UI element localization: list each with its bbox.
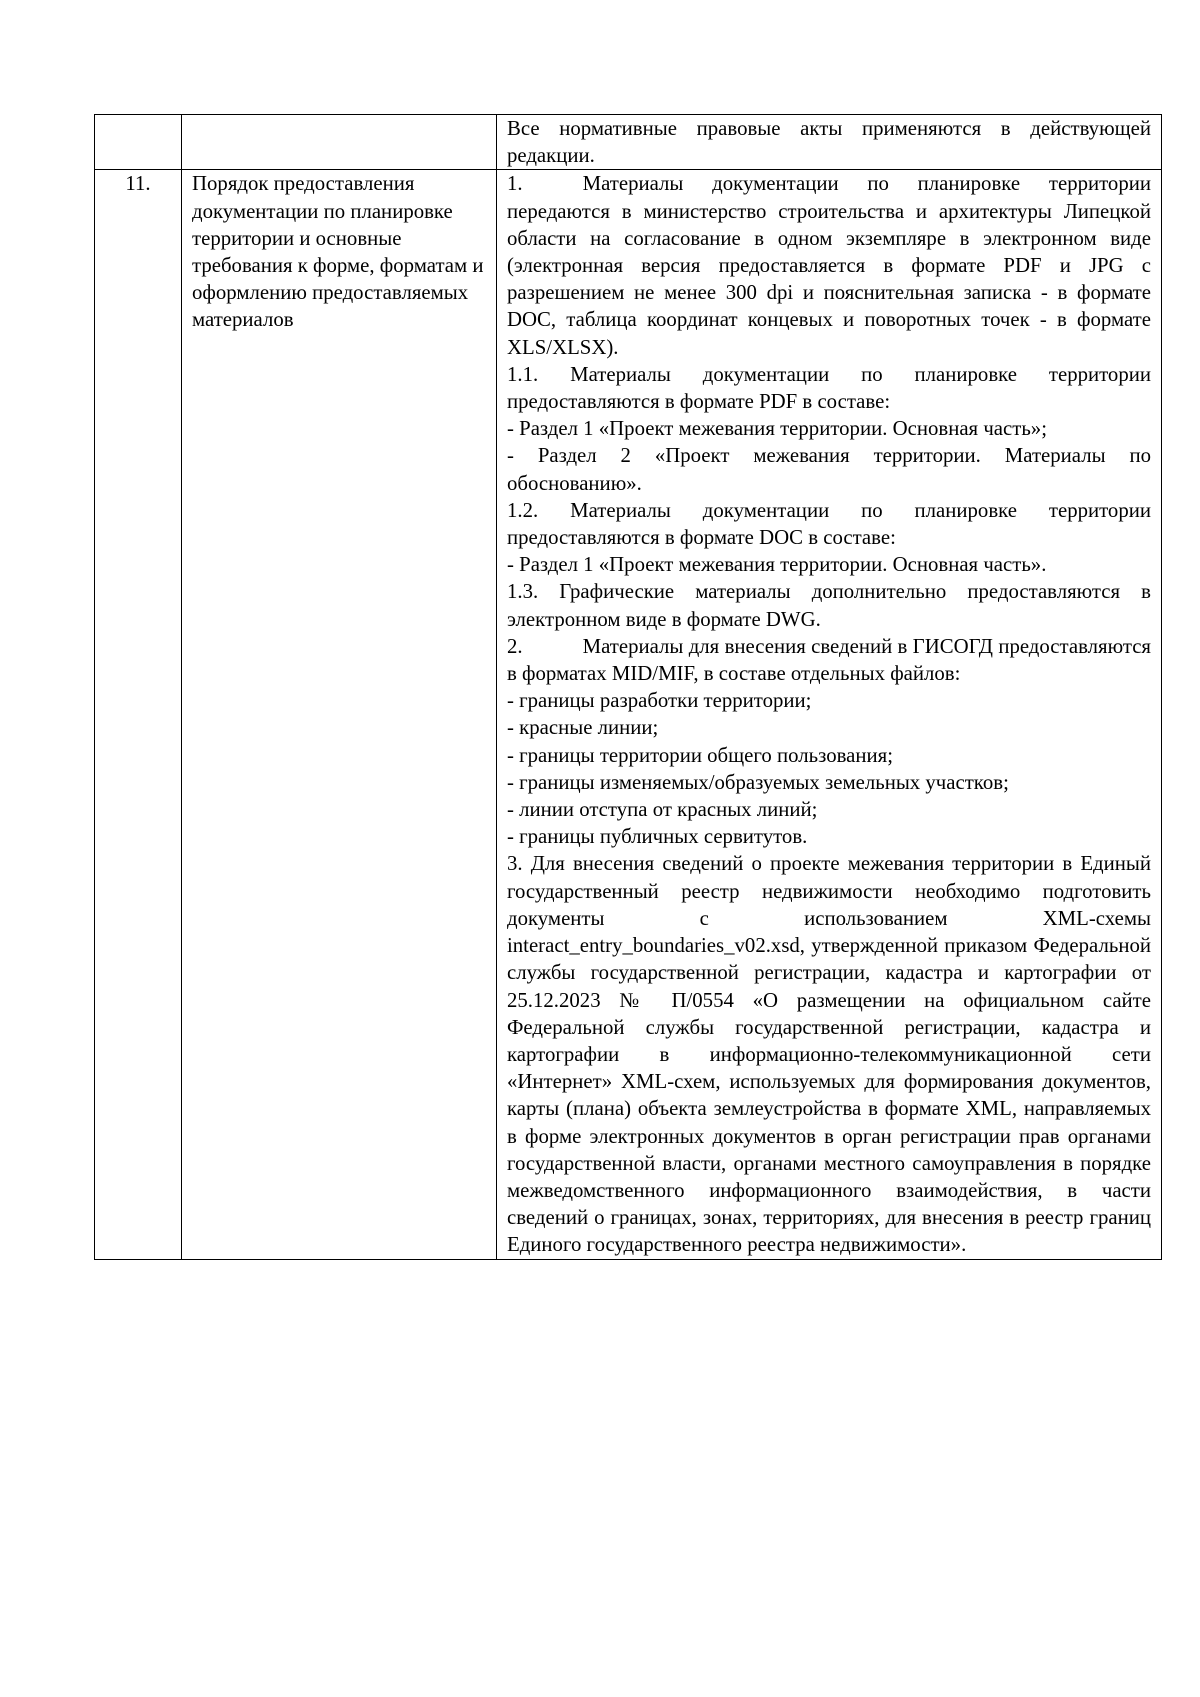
list-item: - границы изменяемых/образуемых земельных участков;: [507, 770, 1009, 794]
row-number-cell: 11.: [95, 170, 182, 1259]
paragraph-1-3: 1.3. Графические материалы дополнительно предоставляются в электронном виде в формате DWG.: [507, 580, 1151, 631]
paragraph-3: 3. Для внесения сведений о проекте межевания территории в Единый государственный реестр недвижимости необходимо подготовить документы с использованием XML-схемы interact_entry_boundaries_v02.xsd, утвержденной приказом Федеральной службы государственной регистрации, кадастра и картографии от 25.12.2023 № П/0554 «О размещении на официальном сайте Федеральной службы государственной регистрации, кадастра и картографии в информационно-телекоммуникационной сети «Интернет» XML-схем, используемых для формирования документов, карты (плана) объекта землеустройства в формате XML, направляемых в форме электронных документов в орган регистрации прав органами государственной власти, органами местного самоуправления в порядке межведомственного информационного взаимодействия, в части сведений о границах, зонах, территориях, для внесения в реестр границ Единого государственного реестра недвижимости».: [507, 852, 1151, 1257]
list-item: - линии отступа от красных линий;: [507, 798, 818, 822]
row-content-cell: [497, 170, 1162, 1259]
row-number-cell: [95, 115, 182, 170]
paragraph-1: 1. Материалы документации по планировке территории передаются в министерство строительства и архитектуры Липецкой области на согласование в одном экземпляре в электронном виде (электронная версия предоставляется в формате PDF и JPG с разрешением не менее 300 dpi и пояснительная записка - в формате DOC, таблица координат концевых и поворотных точек - в формате XLS/XLSX).: [507, 172, 1151, 359]
list-item: - Раздел 2 «Проект межевания территории. Материалы по обоснованию».: [507, 444, 1151, 495]
list-item: - границы территории общего пользования;: [507, 743, 893, 767]
paragraph-1-2: 1.2. Материалы документации по планировке территории предоставляются в формате DOC в составе:: [507, 498, 1151, 550]
list-item: - Раздел 1 «Проект межевания территории. Основная часть»;: [507, 417, 1047, 441]
table-row: [95, 115, 1162, 170]
requirements-table: [94, 114, 1162, 1260]
list-item: - границы публичных сервитутов.: [507, 825, 808, 849]
list-item: - Раздел 1 «Проект межевания территории. Основная часть».: [507, 553, 1047, 577]
paragraph-1-1: 1.1. Материалы документации по планировке территории предоставляются в формате PDF в составе:: [507, 362, 1151, 414]
table-row: [95, 170, 1162, 1259]
list-item: - красные линии;: [507, 716, 659, 740]
paragraph-2: 2. Материалы для внесения сведений в ГИСОГД предоставляются в форматах MID/MIF, в составе отдельных файлов:: [507, 634, 1151, 686]
paragraph-number: 1.: [507, 172, 523, 196]
row-title-cell: Порядок предоставления документации по планировке территории и основные требования к форме, форматам и оформлению предоставляемых материалов: [182, 170, 497, 1259]
row-content-cell: [497, 115, 1162, 170]
paragraph-number: 2.: [507, 634, 523, 658]
list-item: - границы разработки территории;: [507, 689, 812, 713]
paragraph: Все нормативные правовые акты применяются в действующей редакции.: [507, 117, 1151, 168]
row-title-cell: [182, 115, 497, 170]
